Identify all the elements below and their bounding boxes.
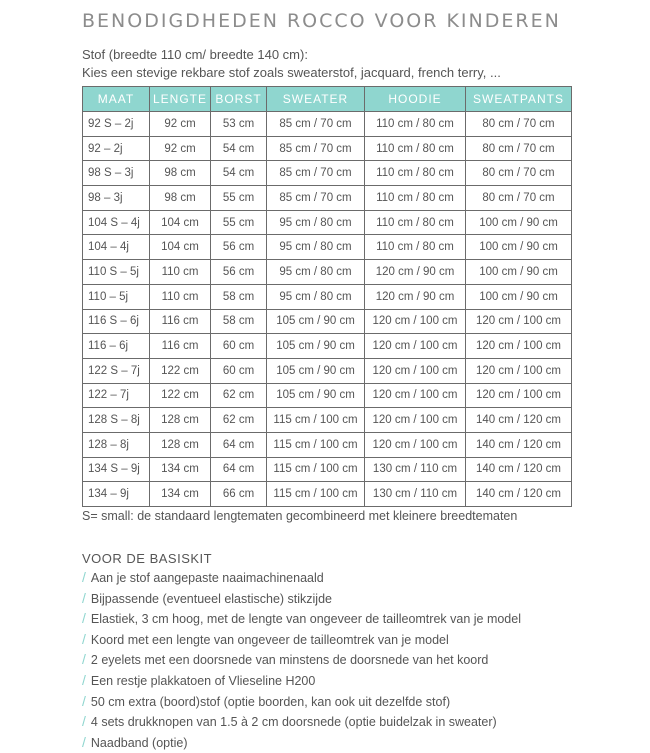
cell-sweater: 115 cm / 100 cm — [267, 482, 365, 507]
header-hoodie: HOODIE — [365, 87, 466, 112]
cell-maat: 134 – 9j — [83, 482, 150, 507]
cell-maat: 98 – 3j — [83, 186, 150, 211]
slash-bullet-icon: / — [82, 630, 86, 647]
cell-borst: 64 cm — [211, 457, 267, 482]
list-item — [82, 692, 521, 713]
cell-sweatpants: 140 cm / 120 cm — [466, 432, 572, 457]
cell-sweater: 95 cm / 80 cm — [267, 260, 365, 285]
cell-hoodie: 130 cm / 110 cm — [365, 457, 466, 482]
cell-borst: 66 cm — [211, 482, 267, 507]
cell-hoodie: 120 cm / 100 cm — [365, 408, 466, 433]
cell-sweater: 95 cm / 80 cm — [267, 284, 365, 309]
cell-lengte: 122 cm — [150, 383, 211, 408]
cell-sweater: 95 cm / 80 cm — [267, 210, 365, 235]
cell-maat: 110 S – 5j — [83, 260, 150, 285]
table-row — [83, 432, 572, 457]
cell-maat: 122 S – 7j — [83, 358, 150, 383]
size-note: S= small: de standaard lengtematen gecombineerd met kleinere breedtematen — [82, 509, 518, 523]
fabric-advice-line: Kies een stevige rekbare stof zoals sweaterstof, jacquard, french terry, ... — [82, 65, 501, 80]
cell-hoodie: 110 cm / 80 cm — [365, 186, 466, 211]
list-item-text: Koord met een lengte van ongeveer de tailleomtrek van je model — [90, 632, 449, 647]
cell-borst: 54 cm — [211, 136, 267, 161]
cell-maat: 128 – 8j — [83, 432, 150, 457]
cell-sweater: 85 cm / 70 cm — [267, 161, 365, 186]
cell-maat: 128 S – 8j — [83, 408, 150, 433]
slash-bullet-icon: / — [82, 569, 86, 585]
table-row — [83, 457, 572, 482]
list-item — [82, 712, 521, 733]
cell-sweatpants: 140 cm / 120 cm — [466, 482, 572, 507]
cell-sweatpants: 100 cm / 90 cm — [466, 210, 572, 235]
list-item — [82, 630, 521, 651]
cell-sweatpants: 120 cm / 100 cm — [466, 383, 572, 408]
table-row — [83, 136, 572, 161]
cell-sweatpants: 140 cm / 120 cm — [466, 457, 572, 482]
cell-lengte: 122 cm — [150, 358, 211, 383]
cell-lengte: 116 cm — [150, 309, 211, 334]
kit-title: VOOR DE BASISKIT — [82, 551, 213, 566]
cell-hoodie: 120 cm / 100 cm — [365, 309, 466, 334]
table-row — [83, 186, 572, 211]
list-item-text: 4 sets drukknopen van 1.5 à 2 cm doorsnede (optie buidelzak in sweater) — [90, 715, 497, 730]
list-item — [82, 589, 521, 610]
cell-lengte: 104 cm — [150, 235, 211, 260]
fabric-width-line: Stof (breedte 110 cm/ breedte 140 cm): — [82, 47, 308, 62]
list-item — [82, 568, 521, 589]
cell-maat: 116 S – 6j — [83, 309, 150, 334]
list-item — [82, 609, 521, 630]
cell-borst: 62 cm — [211, 408, 267, 433]
cell-hoodie: 120 cm / 100 cm — [365, 432, 466, 457]
cell-sweater: 105 cm / 90 cm — [267, 383, 365, 408]
cell-lengte: 116 cm — [150, 334, 211, 359]
cell-lengte: 134 cm — [150, 457, 211, 482]
slash-bullet-icon: / — [82, 651, 86, 668]
cell-lengte: 110 cm — [150, 260, 211, 285]
cell-lengte: 98 cm — [150, 186, 211, 211]
cell-lengte: 98 cm — [150, 161, 211, 186]
cell-sweatpants: 100 cm / 90 cm — [466, 260, 572, 285]
cell-sweater: 85 cm / 70 cm — [267, 136, 365, 161]
cell-sweatpants: 100 cm / 90 cm — [466, 284, 572, 309]
cell-lengte: 134 cm — [150, 482, 211, 507]
cell-sweatpants: 120 cm / 100 cm — [466, 358, 572, 383]
cell-sweater: 115 cm / 100 cm — [267, 408, 365, 433]
table-row — [83, 482, 572, 507]
cell-borst: 60 cm — [211, 358, 267, 383]
cell-sweater: 115 cm / 100 cm — [267, 432, 365, 457]
cell-lengte: 128 cm — [150, 408, 211, 433]
header-maat: MAAT — [83, 87, 150, 112]
list-item-text: Elastiek, 3 cm hoog, met de lengte van ongeveer de tailleomtrek van je model — [90, 612, 521, 627]
table-row — [83, 383, 572, 408]
cell-hoodie: 120 cm / 100 cm — [365, 358, 466, 383]
cell-borst: 53 cm — [211, 112, 267, 137]
cell-maat: 134 S – 9j — [83, 457, 150, 482]
cell-sweatpants: 120 cm / 100 cm — [466, 309, 572, 334]
list-item-text: 2 eyelets met een doorsnede van minstens de doorsnede van het koord — [90, 653, 489, 668]
cell-sweatpants: 80 cm / 70 cm — [466, 112, 572, 137]
slash-bullet-icon: / — [82, 589, 86, 606]
header-sweater: SWEATER — [267, 87, 365, 112]
cell-sweatpants: 80 cm / 70 cm — [466, 186, 572, 211]
cell-maat: 92 – 2j — [83, 136, 150, 161]
cell-lengte: 104 cm — [150, 210, 211, 235]
header-borst: BORST — [211, 87, 267, 112]
kit-list — [82, 568, 521, 753]
table-row — [83, 309, 572, 334]
slash-bullet-icon: / — [82, 692, 86, 709]
cell-hoodie: 120 cm / 100 cm — [365, 383, 466, 408]
slash-bullet-icon: / — [82, 610, 86, 627]
cell-lengte: 92 cm — [150, 136, 211, 161]
cell-sweatpants: 140 cm / 120 cm — [466, 408, 572, 433]
list-item-text: Bijpassende (eventueel elastische) stikzijde — [90, 591, 332, 606]
cell-sweater: 85 cm / 70 cm — [267, 112, 365, 137]
cell-hoodie: 120 cm / 90 cm — [365, 284, 466, 309]
cell-maat: 104 – 4j — [83, 235, 150, 260]
cell-maat: 116 – 6j — [83, 334, 150, 359]
cell-hoodie: 110 cm / 80 cm — [365, 210, 466, 235]
cell-sweater: 95 cm / 80 cm — [267, 235, 365, 260]
size-table-header-row — [83, 87, 572, 112]
slash-bullet-icon: / — [82, 671, 86, 688]
cell-lengte: 110 cm — [150, 284, 211, 309]
cell-maat: 92 S – 2j — [83, 112, 150, 137]
cell-borst: 55 cm — [211, 186, 267, 211]
cell-maat: 98 S – 3j — [83, 161, 150, 186]
table-row — [83, 112, 572, 137]
cell-borst: 60 cm — [211, 334, 267, 359]
fabric-intro — [82, 46, 501, 82]
table-row — [83, 358, 572, 383]
cell-hoodie: 120 cm / 100 cm — [365, 334, 466, 359]
table-row — [83, 161, 572, 186]
cell-borst: 64 cm — [211, 432, 267, 457]
cell-sweatpants: 100 cm / 90 cm — [466, 235, 572, 260]
cell-borst: 58 cm — [211, 284, 267, 309]
slash-bullet-icon: / — [82, 713, 86, 730]
list-item-text: Naadband (optie) — [90, 735, 188, 750]
cell-sweater: 115 cm / 100 cm — [267, 457, 365, 482]
cell-maat: 110 – 5j — [83, 284, 150, 309]
cell-sweatpants: 80 cm / 70 cm — [466, 136, 572, 161]
table-row — [83, 210, 572, 235]
list-item-text: Aan je stof aangepaste naaimachinenaald — [90, 571, 324, 585]
page-title: BENODIGDHEDEN ROCCO VOOR KINDEREN — [82, 10, 561, 32]
size-table-body — [83, 112, 572, 507]
header-lengte: LENGTE — [150, 87, 211, 112]
list-item — [82, 650, 521, 671]
cell-borst: 56 cm — [211, 235, 267, 260]
cell-sweater: 105 cm / 90 cm — [267, 358, 365, 383]
cell-sweater: 85 cm / 70 cm — [267, 186, 365, 211]
cell-borst: 58 cm — [211, 309, 267, 334]
cell-sweatpants: 80 cm / 70 cm — [466, 161, 572, 186]
cell-lengte: 92 cm — [150, 112, 211, 137]
table-row — [83, 408, 572, 433]
cell-hoodie: 110 cm / 80 cm — [365, 136, 466, 161]
cell-hoodie: 130 cm / 110 cm — [365, 482, 466, 507]
cell-hoodie: 110 cm / 80 cm — [365, 112, 466, 137]
list-item — [82, 671, 521, 692]
cell-maat: 104 S – 4j — [83, 210, 150, 235]
table-row — [83, 284, 572, 309]
table-row — [83, 334, 572, 359]
table-row — [83, 260, 572, 285]
size-table — [82, 86, 572, 507]
cell-lengte: 128 cm — [150, 432, 211, 457]
cell-sweater: 105 cm / 90 cm — [267, 309, 365, 334]
cell-hoodie: 110 cm / 80 cm — [365, 161, 466, 186]
cell-borst: 56 cm — [211, 260, 267, 285]
list-item-text: Een restje plakkatoen of Vlieseline H200 — [90, 673, 316, 688]
cell-sweatpants: 120 cm / 100 cm — [466, 334, 572, 359]
slash-bullet-icon: / — [82, 733, 86, 750]
cell-borst: 55 cm — [211, 210, 267, 235]
header-sweatpants: SWEATPANTS — [466, 87, 572, 112]
cell-hoodie: 110 cm / 80 cm — [365, 235, 466, 260]
cell-sweater: 105 cm / 90 cm — [267, 334, 365, 359]
table-row — [83, 235, 572, 260]
list-item-text: 50 cm extra (boord)stof (optie boorden, kan ook uit dezelfde stof) — [90, 694, 451, 709]
cell-borst: 54 cm — [211, 161, 267, 186]
cell-hoodie: 120 cm / 90 cm — [365, 260, 466, 285]
cell-maat: 122 – 7j — [83, 383, 150, 408]
cell-borst: 62 cm — [211, 383, 267, 408]
